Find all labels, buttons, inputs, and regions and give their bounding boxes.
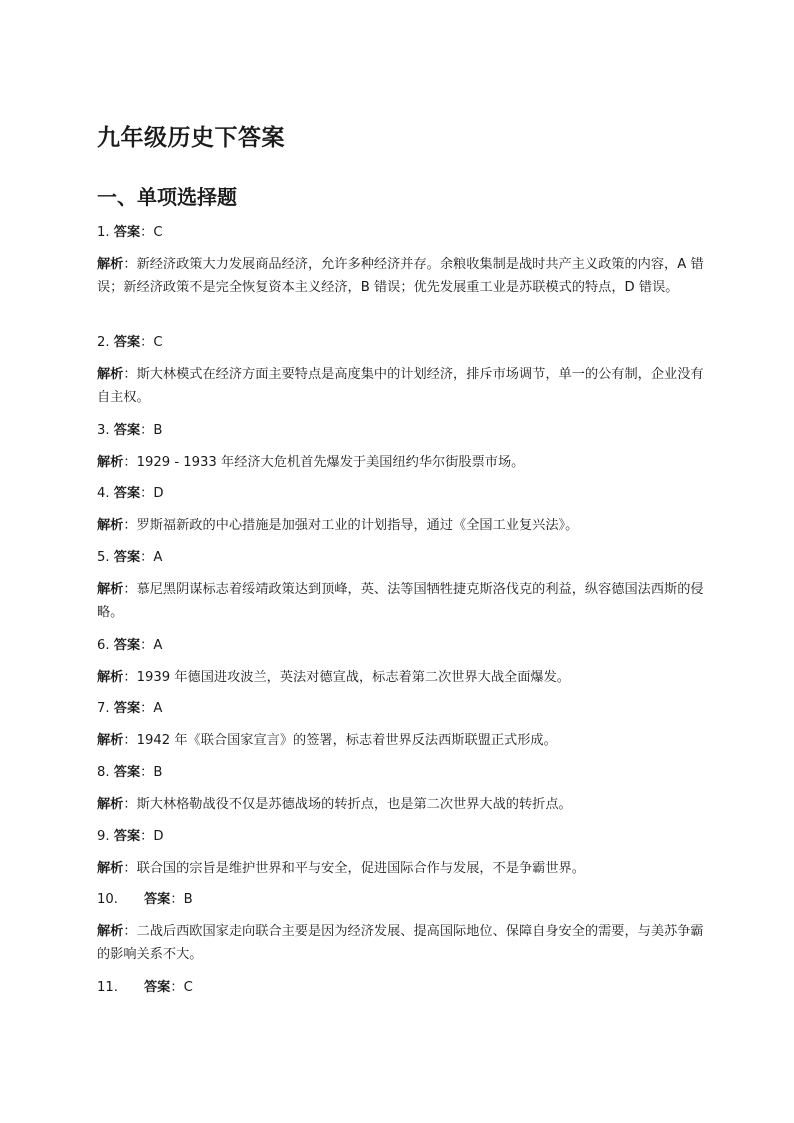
explanation-label: 解析	[97, 733, 124, 748]
question-number: 5.	[97, 550, 110, 565]
separator: ：	[170, 980, 184, 995]
answer-label: 答案	[113, 829, 141, 844]
question-item-8	[97, 761, 707, 816]
answer-label: 答案	[113, 335, 141, 350]
separator: ：	[123, 257, 137, 272]
answer-line	[97, 761, 707, 784]
explanation	[97, 666, 707, 689]
question-item-1	[97, 221, 707, 299]
question-number: 10.	[97, 892, 118, 907]
explanation-label: 解析	[97, 455, 124, 470]
question-number: 2.	[97, 335, 110, 350]
explanation-label: 解析	[97, 257, 124, 272]
answer-line	[97, 546, 707, 569]
separator: ：	[123, 797, 137, 812]
answer-value: B	[183, 892, 193, 907]
explanation	[97, 514, 707, 537]
explanation-text: 罗斯福新政的中心措施是加强对工业的计划指导，通过《全国工业复兴法》。	[136, 518, 579, 533]
explanation	[97, 451, 707, 474]
explanation-label: 解析	[97, 367, 124, 382]
answer-label: 答案	[113, 423, 141, 438]
explanation-label: 解析	[97, 518, 124, 533]
answer-value: D	[153, 486, 164, 501]
separator: ：	[140, 701, 154, 716]
separator: ：	[123, 367, 137, 382]
answer-value: D	[153, 829, 164, 844]
answer-line	[97, 697, 707, 720]
explanation	[97, 363, 707, 409]
explanation	[97, 920, 707, 966]
separator: ：	[123, 924, 137, 939]
answer-label: 答案	[113, 550, 141, 565]
separator: ：	[140, 829, 154, 844]
explanation-text: 1929 - 1933 年经济大危机首先爆发于美国纽约华尔街股票市场。	[136, 455, 525, 470]
explanation	[97, 253, 707, 299]
answer-label: 答案	[113, 225, 141, 240]
answer-value: C	[153, 335, 163, 350]
answer-line	[97, 482, 707, 505]
question-number: 9.	[97, 829, 110, 844]
answer-label: 答案	[113, 486, 141, 501]
explanation-text: 二战后西欧国家走向联合主要是因为经济发展、提高国际地位、保障自身安全的需要，与美苏争霸的影响关系不大。	[97, 924, 704, 962]
answer-value: A	[153, 701, 163, 716]
question-number: 3.	[97, 423, 110, 438]
separator: ：	[123, 861, 137, 876]
question-item-3	[97, 419, 707, 474]
answer-line	[97, 331, 707, 354]
separator: ：	[170, 892, 184, 907]
separator: ：	[140, 550, 154, 565]
explanation	[97, 578, 707, 624]
question-item-9	[97, 825, 707, 880]
separator: ：	[140, 765, 154, 780]
question-item-11	[97, 976, 707, 999]
explanation-label: 解析	[97, 582, 124, 597]
separator: ：	[123, 670, 137, 685]
answer-label: 答案	[113, 701, 141, 716]
explanation-label: 解析	[97, 861, 124, 876]
explanation-text: 1942 年《联合国家宣言》的签署，标志着世界反法西斯联盟正式形成。	[136, 733, 557, 748]
separator: ：	[123, 518, 137, 533]
section-title: 一、单项选择题	[97, 185, 237, 209]
separator: ：	[123, 455, 137, 470]
explanation-text: 联合国的宗旨是维护世界和平与安全，促进国际合作与发展，不是争霸世界。	[136, 861, 585, 876]
answer-value: A	[153, 638, 163, 653]
question-item-6	[97, 634, 707, 689]
answer-value: C	[183, 980, 193, 995]
answer-line	[97, 888, 707, 911]
explanation-text: 1939 年德国进攻波兰，英法对德宣战，标志着第二次世界大战全面爆发。	[136, 670, 570, 685]
answer-line	[97, 221, 707, 244]
explanation	[97, 857, 707, 880]
explanation-text: 斯大林格勒战役不仅是苏德战场的转折点，也是第二次世界大战的转折点。	[136, 797, 572, 812]
question-number: 1.	[97, 225, 110, 240]
question-item-5	[97, 546, 707, 624]
separator: ：	[140, 638, 154, 653]
explanation-text: 斯大林模式在经济方面主要特点是高度集中的计划经济，排斥市场调节，单一的公有制，企业没有自主权。	[97, 367, 704, 405]
answer-value: A	[153, 550, 163, 565]
explanation-text: 慕尼黑阴谋标志着绥靖政策达到顶峰，英、法等国牺牲捷克斯洛伐克的利益，纵容德国法西斯的侵略。	[97, 582, 704, 620]
explanation-label: 解析	[97, 797, 124, 812]
answer-line	[97, 825, 707, 848]
explanation	[97, 793, 707, 816]
answer-label: 答案	[144, 980, 171, 995]
answer-value: C	[153, 225, 163, 240]
answer-line	[97, 976, 707, 999]
separator: ：	[123, 582, 137, 597]
separator: ：	[123, 733, 137, 748]
separator: ：	[140, 423, 154, 438]
question-item-10	[97, 888, 707, 966]
separator: ：	[140, 486, 154, 501]
explanation-label: 解析	[97, 924, 124, 939]
document-title: 九年级历史下答案	[97, 125, 285, 151]
separator: ：	[140, 335, 154, 350]
answer-value: B	[153, 765, 163, 780]
question-number: 7.	[97, 701, 110, 716]
explanation	[97, 729, 707, 752]
question-number: 8.	[97, 765, 110, 780]
answer-label: 答案	[113, 638, 141, 653]
question-number: 11.	[97, 980, 118, 995]
question-item-4	[97, 482, 707, 537]
question-item-2	[97, 331, 707, 409]
question-number: 6.	[97, 638, 110, 653]
explanation-text: 新经济政策大力发展商品经济，允许多种经济并存。余粮收集制是战时共产主义政策的内容，A 错误；新经济政策不是完全恢复资本主义经济，B 错误；优先发展重工业是苏联模式的特点，D 错误。	[97, 257, 704, 295]
question-number: 4.	[97, 486, 110, 501]
answer-line	[97, 634, 707, 657]
question-item-7	[97, 697, 707, 752]
separator: ：	[140, 225, 154, 240]
answer-label: 答案	[144, 892, 171, 907]
explanation-label: 解析	[97, 670, 124, 685]
answer-line	[97, 419, 707, 442]
answer-label: 答案	[113, 765, 141, 780]
answer-value: B	[153, 423, 163, 438]
